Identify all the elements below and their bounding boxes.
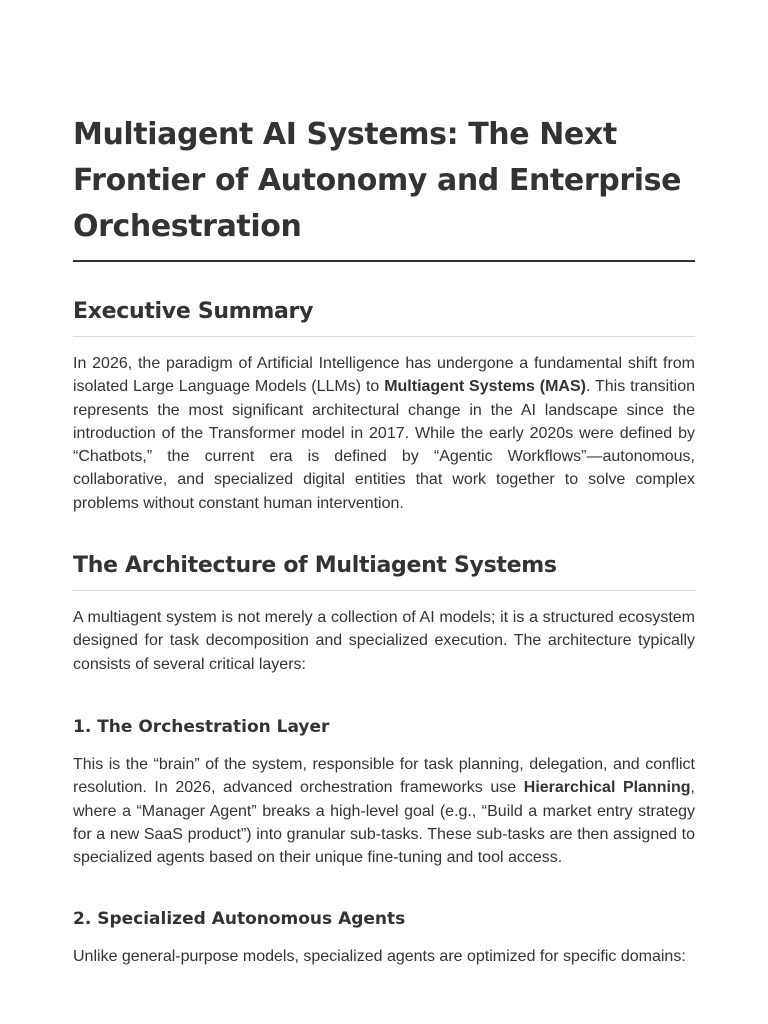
document-title: Multiagent AI Systems: The Next Frontier of Autonomy and Enterprise Orchestration — [73, 112, 695, 262]
subsection-heading-orchestration-layer: 1. The Orchestration Layer — [73, 716, 330, 737]
section-heading-executive-summary: Executive Summary — [73, 296, 695, 337]
specialized-agents-paragraph: Unlike general-purpose models, specialized agents are optimized for specific domains: — [73, 948, 686, 966]
section-heading-architecture: The Architecture of Multiagent Systems — [73, 550, 695, 591]
paragraph-text: In 2026, the paradigm of Artificial Intelligence has undergone a fundamental shift from isolated Large Language Models (LLMs) to — [73, 355, 695, 396]
paragraph-text: This is the “brain” of the system, responsible for task planning, delegation, and conflict resolution. In 2026, advanced orchestration frameworks use — [73, 755, 695, 797]
paragraph-text: . This transition represents the most significant architectural change in the AI landscape since the introduction of the Transformer model in 2017. While the early 2020s were defined by “Chatbots,” the current era is defined by “Agentic Workflows”—autonomous, collaborative, and specialized digital entities that work together to solve complex problems without constant human intervention. — [73, 378, 695, 512]
executive-summary-paragraph — [73, 352, 695, 515]
paragraph-text: , where a “Manager Agent” breaks a high-level goal (e.g., “Build a market entry strategy for a new SaaS product”) into granular sub-tasks. These sub-tasks are then assigned to specialized agents based on their unique fine-tuning and tool access. — [73, 779, 695, 867]
orchestration-layer-paragraph — [73, 753, 695, 869]
document-page — [73, 112, 695, 969]
architecture-intro-paragraph: A multiagent system is not merely a collection of AI models; it is a structured ecosystem designed for task decomposition and specialized execution. The architecture typically consists of several critical layers: — [73, 609, 695, 673]
subsection-heading-specialized-agents: 2. Specialized Autonomous Agents — [73, 909, 406, 930]
bold-term-mas: Multiagent Systems (MAS) — [384, 378, 586, 396]
bold-term-hierarchical-planning: Hierarchical Planning — [523, 779, 691, 797]
